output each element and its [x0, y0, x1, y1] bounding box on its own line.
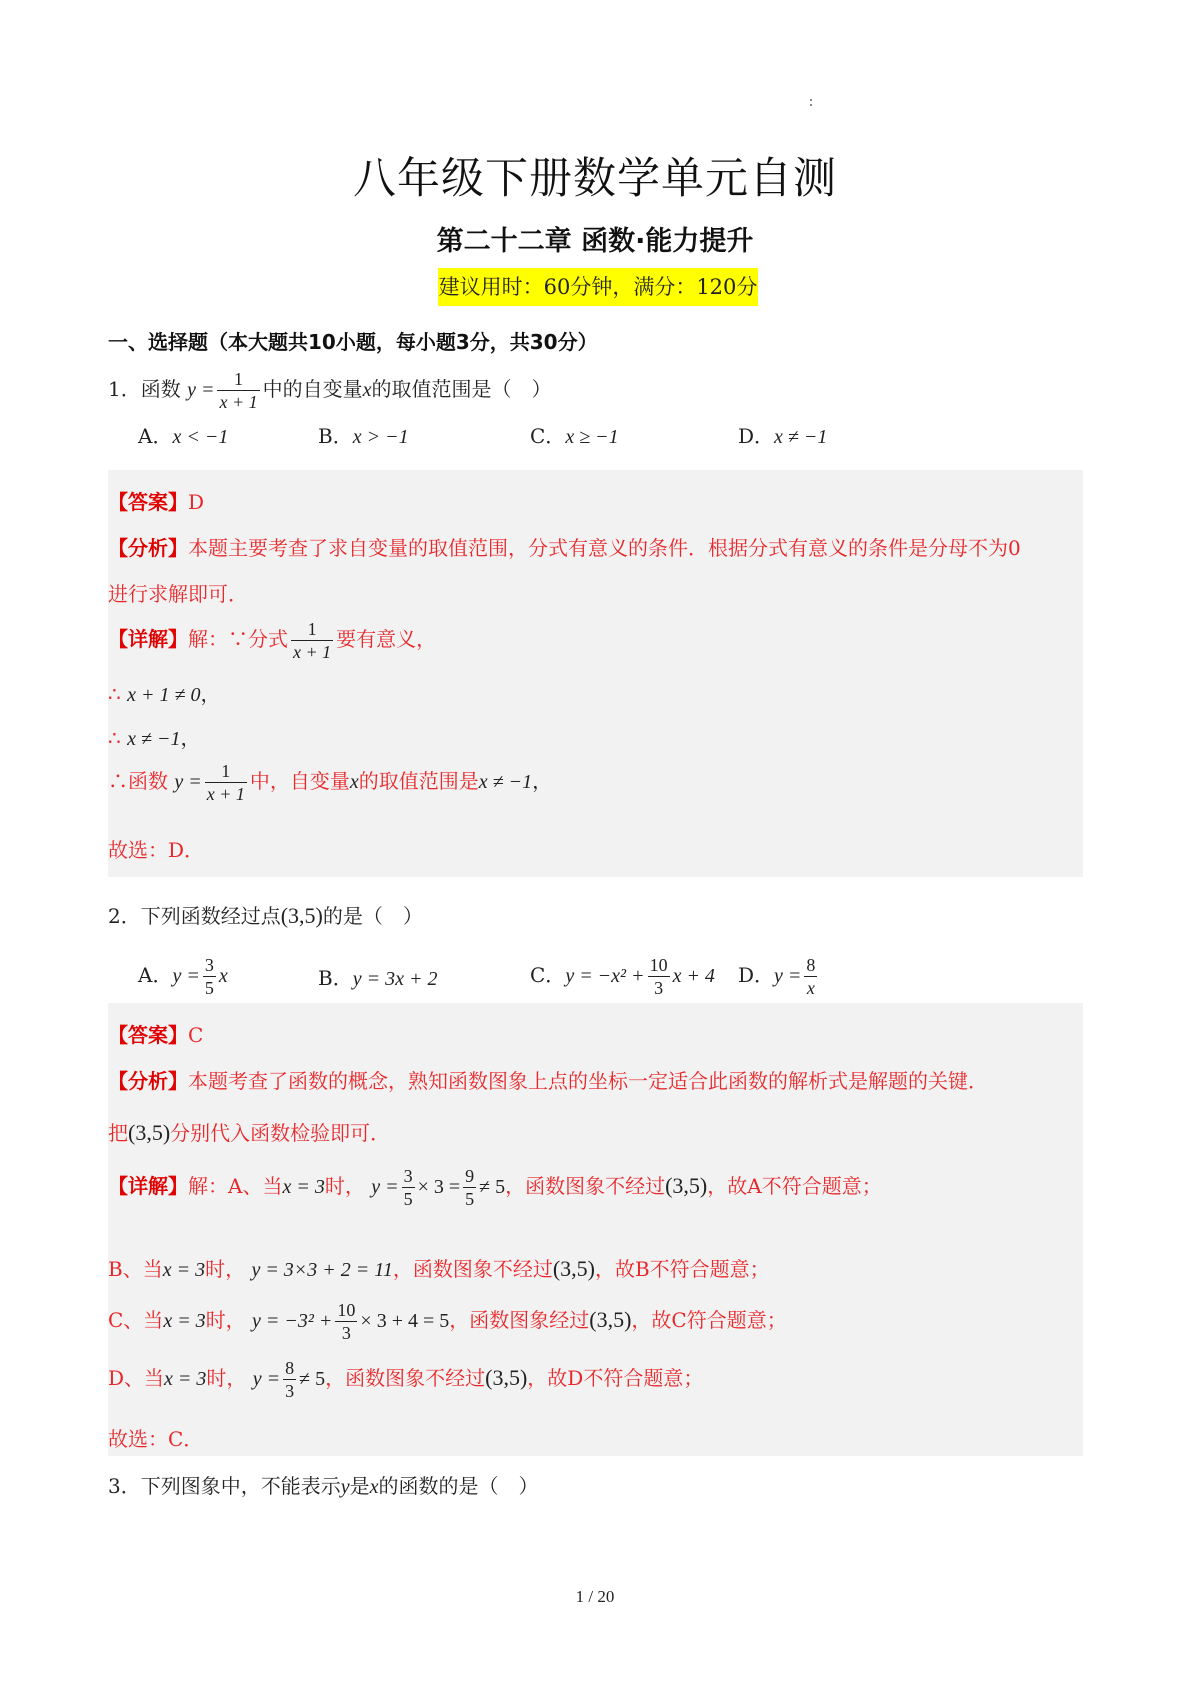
conclusion-line [108, 760, 552, 805]
numerator: 1 [217, 368, 259, 391]
stem-text: 是 [349, 1474, 370, 1498]
fraction [217, 368, 259, 413]
chapter-subtitle: 第二十二章 函数·能力提升 [436, 226, 754, 257]
condition: x = 3 [163, 1310, 206, 1332]
option-a [138, 954, 228, 999]
answer-line [108, 486, 204, 515]
detail-text: ，故B不符合题意； [594, 1257, 770, 1281]
stem-text: 的是（ ） [322, 904, 423, 928]
stem-text: 中的自变量 [262, 377, 363, 401]
formula-lhs: y = [371, 1176, 399, 1198]
formula-rest: x [218, 965, 228, 987]
detail-tag: 【详解】 [108, 1174, 188, 1198]
numerator: 3 [403, 1166, 413, 1186]
option-c [530, 420, 619, 449]
detail-text: 解：∵分式 [188, 627, 288, 651]
analysis-tag: 【分析】 [108, 536, 188, 560]
step-suffix: ， [180, 726, 201, 750]
formula-tail: ≠ 5 [299, 1368, 326, 1390]
option-label: C． [530, 963, 566, 987]
step-line [108, 722, 200, 751]
option-text: x < −1 [172, 426, 229, 448]
detail-text: 要有意义， [336, 627, 437, 651]
variable: y [340, 1476, 350, 1498]
analysis-text: 本题主要考查了求自变量的取值范围，分式有意义的条件．根据分式有意义的条件是分母不为0 [188, 536, 1021, 560]
detail-text: ，函数图象不经过 [392, 1257, 553, 1281]
answer-tag: 【答案】 [108, 490, 188, 514]
conclusion-text: ∴函数 [108, 769, 168, 793]
stem-text: 的函数的是（ ） [378, 1474, 539, 1498]
option-label: B． [318, 966, 353, 990]
therefore-symbol: ∴ [108, 726, 121, 750]
point: (3,5) [128, 1120, 171, 1145]
condition: x = 3 [164, 1368, 207, 1390]
detail-tag: 【详解】 [108, 627, 188, 651]
analysis-text: 本题考查了函数的概念，熟知函数图象上点的坐标一定适合此函数的解析式是解题的关键． [188, 1069, 988, 1093]
detail-b-line [108, 1253, 770, 1282]
stem-text: 下列函数经过点 [140, 904, 281, 928]
condition: x = 3 [162, 1259, 206, 1281]
variable: x [369, 1476, 379, 1498]
option-text: y = 3x + 2 [352, 968, 438, 990]
point: (3,5) [280, 903, 323, 928]
detail-text: ，函数图象经过 [449, 1308, 590, 1332]
detail-d-line [108, 1357, 703, 1402]
formula-lhs: y = −3² + [252, 1310, 333, 1332]
denominator: 3 [285, 1381, 295, 1401]
answer-line [108, 1019, 203, 1048]
step-suffix: ， [200, 682, 221, 706]
question-3-stem [108, 1470, 539, 1499]
formula-mid: × 3 = [417, 1176, 461, 1198]
question-1-stem [108, 368, 552, 413]
page-indicator: 1 / 20 [575, 1587, 615, 1606]
answer-tag: 【答案】 [108, 1023, 188, 1047]
option-d [738, 420, 827, 449]
option-label: A． [138, 424, 173, 448]
formula-lhs: y = −x² + [565, 965, 645, 987]
option-label: D． [738, 424, 775, 448]
variable: x [349, 771, 359, 793]
final-choice: 故选：D． [108, 838, 205, 862]
formula-tail: ≠ 5 [479, 1176, 506, 1198]
step-line [108, 678, 220, 707]
fraction [283, 1357, 296, 1402]
numerator: 3 [204, 955, 214, 975]
step-math: x ≠ −1 [127, 728, 181, 750]
answer-box-1 [108, 470, 1083, 877]
fraction [203, 954, 216, 999]
section-heading: 一、选择题（本大题共10小题，每小题3分，共30分） [108, 330, 598, 354]
denominator: x + 1 [293, 642, 332, 662]
detail-text: 时， [205, 1257, 246, 1281]
conclusion-suffix: ， [532, 769, 553, 793]
step-math: x + 1 ≠ 0 [127, 684, 201, 706]
detail-text: D、当 [108, 1366, 165, 1390]
fraction [804, 954, 817, 999]
stem-text: 的取值范围是（ ） [371, 377, 552, 401]
analysis-line-2 [108, 1117, 390, 1146]
fraction [463, 1165, 476, 1210]
detail-text: 时， [205, 1308, 246, 1332]
detail-text: 解：A、当 [188, 1174, 283, 1198]
option-b [318, 962, 437, 991]
variable: x [362, 379, 372, 401]
detail-text: ，故C符合题意； [631, 1308, 787, 1332]
detail-text: B、当 [108, 1257, 163, 1281]
fraction [402, 1165, 415, 1210]
fraction [648, 954, 670, 999]
document-title: 八年级下册数学单元自测 [353, 154, 837, 204]
condition: x = 3 [282, 1176, 325, 1198]
page-mark [809, 98, 813, 108]
detail-text: ，故D不符合题意； [527, 1366, 704, 1390]
option-label: C． [530, 424, 566, 448]
detail-text: 时， [324, 1174, 365, 1198]
option-a [138, 420, 228, 449]
formula: y = 3×3 + 2 = 11 [251, 1259, 393, 1281]
analysis-line [108, 532, 1021, 561]
fraction [205, 760, 247, 805]
denominator: 3 [654, 978, 664, 998]
formula-tail: × 3 + 4 = 5 [360, 1310, 450, 1332]
option-text: x ≠ −1 [774, 426, 828, 448]
conclusion-math: x ≠ −1 [478, 771, 533, 793]
point: (3,5) [589, 1307, 632, 1332]
detail-text: C、当 [108, 1308, 164, 1332]
detail-line [108, 618, 436, 663]
conclusion-text: 中，自变量 [249, 769, 350, 793]
answer-value: D [188, 490, 205, 514]
analysis-text: 把 [108, 1121, 128, 1145]
detail-text: ，故A不符合题意； [707, 1174, 882, 1198]
numerator: 8 [285, 1358, 295, 1378]
option-text: x > −1 [352, 426, 409, 448]
denominator: 5 [465, 1189, 475, 1209]
final-choice: 故选：C． [108, 1427, 204, 1451]
denominator: 5 [403, 1189, 413, 1209]
formula-lhs: y = [774, 965, 802, 987]
analysis-text: 分别代入函数检验即可． [170, 1121, 391, 1145]
numerator: 1 [205, 760, 247, 783]
question-number: 2． [108, 904, 141, 928]
denominator: x + 1 [206, 784, 245, 804]
option-b [318, 420, 409, 449]
formula-lhs: y = [252, 1368, 281, 1390]
point: (3,5) [485, 1365, 528, 1390]
analysis-line [108, 1065, 988, 1094]
option-c [530, 954, 715, 999]
numerator: 1 [291, 618, 333, 641]
formula-lhs: y = [172, 965, 200, 987]
option-label: D． [738, 963, 775, 987]
denominator: 3 [341, 1323, 351, 1343]
detail-text: 时， [206, 1366, 247, 1390]
denominator: 5 [204, 978, 214, 998]
point: (3,5) [552, 1256, 595, 1281]
answer-box-2 [108, 1003, 1083, 1456]
answer-value: C [188, 1023, 204, 1047]
numerator: 8 [806, 955, 816, 975]
question-number: 1． [108, 377, 141, 401]
denominator: x [806, 978, 815, 998]
detail-c-line [108, 1299, 787, 1344]
option-text: x ≥ −1 [565, 426, 619, 448]
conclusion-text: 的取值范围是 [358, 769, 479, 793]
question-2-stem [108, 900, 423, 929]
numerator: 10 [649, 955, 668, 975]
formula-lhs: y = [187, 379, 215, 401]
fraction [335, 1299, 357, 1344]
detail-a-line [108, 1165, 882, 1210]
formula-rest: x + 4 [672, 965, 715, 987]
numerator: 9 [465, 1166, 475, 1186]
point: (3,5) [665, 1173, 708, 1198]
stem-text: 下列图象中，不能表示 [140, 1474, 341, 1498]
denominator: x + 1 [219, 392, 258, 412]
numerator: 10 [337, 1300, 356, 1320]
formula-lhs: y = [174, 771, 202, 793]
option-d [738, 954, 820, 999]
option-label: A． [138, 963, 173, 987]
detail-text: ，函数图象不经过 [505, 1174, 666, 1198]
question-number: 3． [108, 1474, 141, 1498]
option-label: B． [318, 424, 353, 448]
detail-text: ，函数图象不经过 [325, 1366, 486, 1390]
time-note-highlight: 建议用时：60分钟，满分：120分 [438, 268, 758, 306]
therefore-symbol: ∴ [108, 682, 121, 706]
analysis-tag: 【分析】 [108, 1069, 188, 1093]
fraction [291, 618, 333, 663]
analysis-line-2: 进行求解即可． [108, 582, 248, 606]
stem-text: 函数 [140, 377, 181, 401]
